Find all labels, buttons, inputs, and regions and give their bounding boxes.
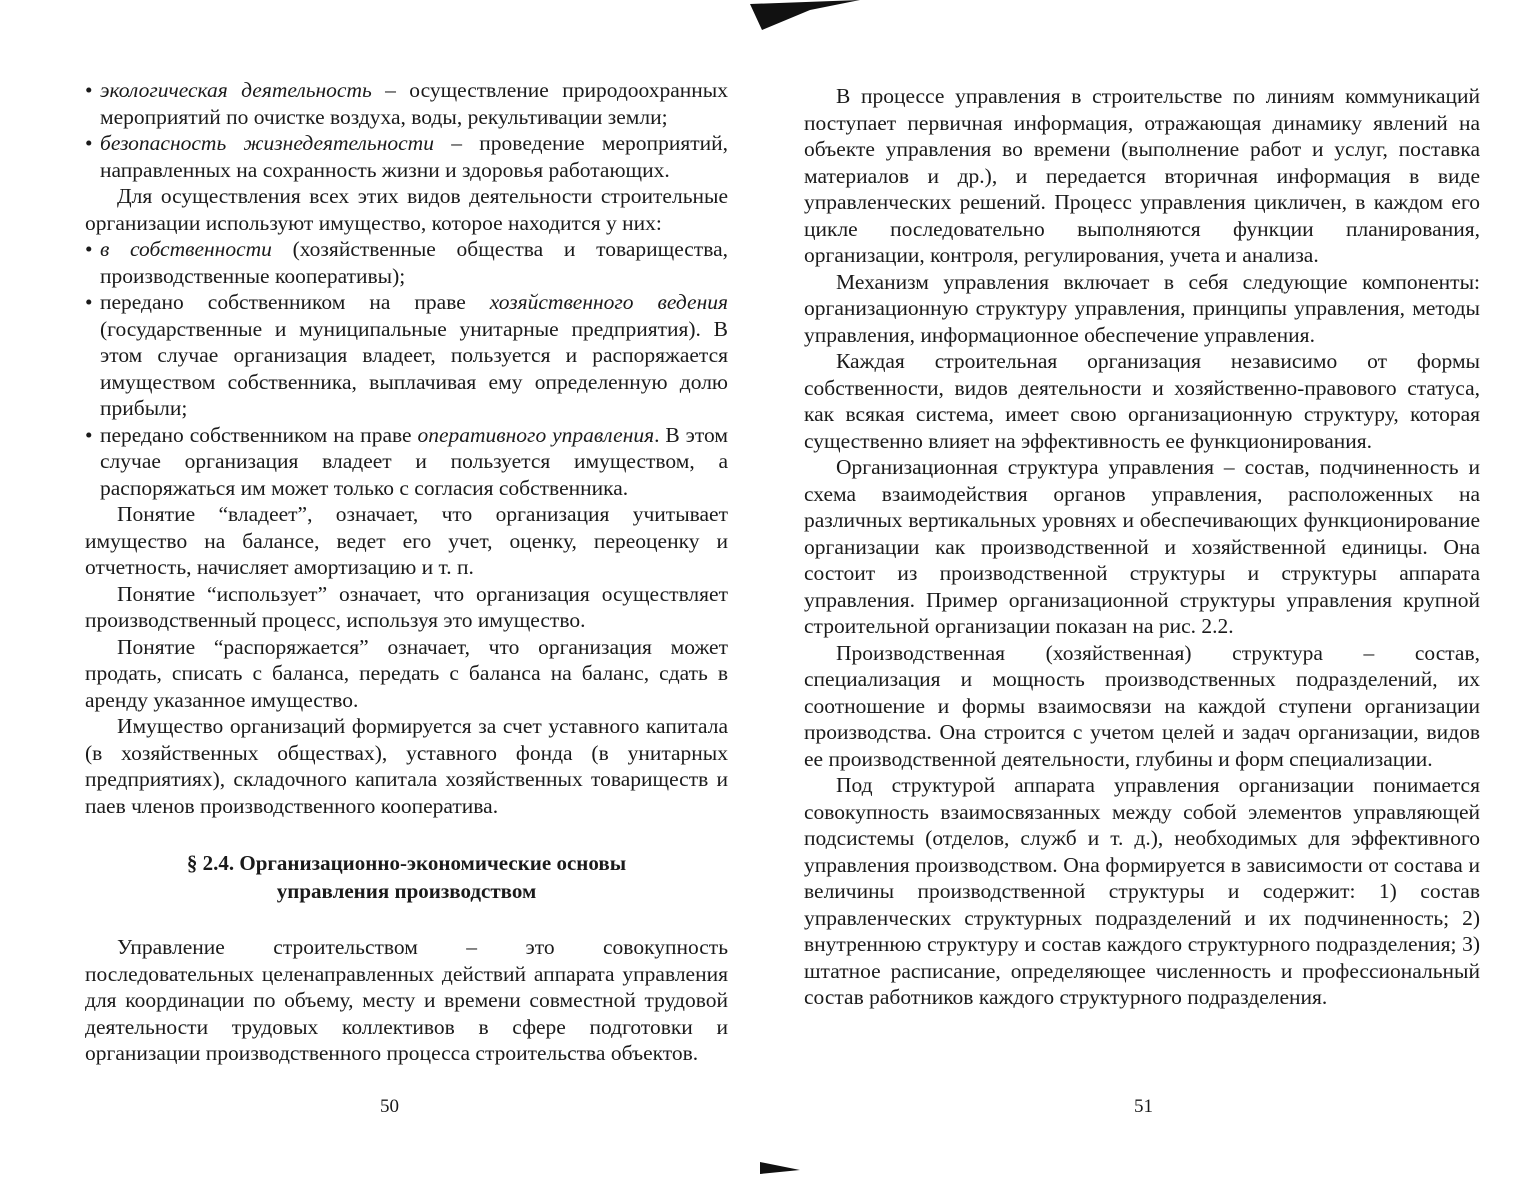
bullet-text: – проведение мероприятий, направленных на сохранность жизни и здоровья работающих. [100,131,728,182]
paragraph: Понятие “владеет”, означает, что организация учитывает имущество на балансе, ведет его учет, оценку, переоценку и отчетность, начисляет амортизацию и т. п. [85,502,728,579]
bullet-text: (хозяйственные общества и товарищества, производственные кооперативы); [100,237,728,288]
paragraph: Организационная структура управления – состав, подчиненность и схема взаимодействия органов управления, расположенных на различных вертикальных уровнях и обеспечивающих функционирование организации как производственной и хозяйственной единицы. Она состоит из производственной структуры и структуры аппарата управления. Пример организационной структуры управления крупной строительной организации показан на рис. 2.2. [804,455,1480,638]
bullet-text: . В этом случае организация владеет и пользуется имуществом, а распоряжаться им может только с согласия собственника. [100,422,728,500]
section-heading [85,849,728,905]
page-number: 51 [1134,1096,1153,1117]
section-heading-line: § 2.4. Организационно-экономические основы [186,851,627,875]
bullet-term: в собственности [100,237,272,261]
bullet-item [85,422,728,502]
scan-artifact-bottom [760,1160,800,1176]
paragraph: Управление строительством – это совокупность последовательных целенаправленных действий аппарата управления для координации по объему, месту и времени совместной трудовой деятельности трудовых коллективов в сфере подготовки и организации производственного процесса строительства объектов. [85,935,728,1065]
bullet-glyph: • [85,422,93,447]
paragraph: Понятие “распоряжается” означает, что организация может продать, списать с баланса, передать с баланса на баланс, сдать в аренду указанное имущество. [85,634,728,712]
paragraph: Понятие “использует” означает, что организация осуществляет производственный процесс, используя это имущество. [85,581,728,632]
bullet-glyph: • [85,131,93,155]
paragraph: В процессе управления в строительстве по линиям коммуникаций поступает первичная информация, отражающая динамику явлений на объекте управления во времени (выполнение работ и услуг, поставка материалов и др.), и передается вторичная информация в виде управленческих решений. Процесс управления цикличен, в каждом его цикле последовательно выполняются функции планирования, организации, контроля, регулирования, учета и анализа. [804,84,1480,267]
bullet-term: экологическая деятельность [100,78,372,102]
bullet-term: оперативного управления [417,422,655,447]
paragraph: Имущество организаций формируется за счет уставного капитала (в хозяйственных обществах), уставного фонда (в унитарных предприятиях), складочного капитала хозяйственных товариществ и паев членов производственного кооператива. [85,714,728,818]
bullet-term: безопасность жизнедеятельности [100,131,434,155]
paragraph: Механизм управления включает в себя следующие компоненты: организационную структуру управления, принципы управления, методы управления, информационное обеспечение управления. [804,269,1480,347]
bullet-text: (государственные и муниципальные унитарные предприятия). В этом случае организация владеет, пользуется и распоряжается имуществом собственника, выплачивая ему определенную долю прибыли; [100,316,728,420]
bullet-item [85,236,728,289]
paragraph: Для осуществления всех этих видов деятельности строительные организации используют имущество, которое находится у них: [85,184,728,235]
paragraph: Под структурой аппарата управления организации понимается совокупность взаимосвязанных между собой элементов управляющей подсистемы (отделов, служб и т. д.), необходимых для эффективного управления производством. Она формируется в зависимости от состава и величины производственной структуры и содержит: 1) состав управленческих структурных подразделений и их подчиненность; 2) внутреннюю структуру и состав каждого структурного подразделения; 3) штатное расписание, определяющее численность и профессиональный состав работников каждого структурного подразделения. [804,773,1480,1009]
bullet-text: – осуществление природоохранных мероприятий по очистке воздуха, воды, рекультивации земли; [100,78,729,129]
bullet-glyph: • [85,78,93,102]
bullet-item [85,130,728,183]
bullet-prefix: передано собственником на праве [100,290,490,314]
right-page [769,0,1538,1179]
bullet-prefix: передано собственником на праве [100,422,418,447]
page-number: 50 [380,1096,399,1117]
bullet-term: хозяйственного ведения [489,290,728,314]
bullet-item [85,289,728,422]
bullet-glyph: • [85,290,93,314]
paragraph: Производственная (хозяйственная) структура – состав, специализация и мощность производственных подразделений, их соотношение и формы взаимосвязи на каждой ступени организации производства. Она строится с учетом целей и задач организации, видов ее производственной деятельности, глубины и форм специализации. [804,640,1480,771]
section-heading-line: управления производством [276,879,537,903]
left-page-text [85,77,728,1067]
bullet-item [85,77,728,130]
right-page-text [804,83,1480,1011]
paragraph: Каждая строительная организация независимо от формы собственности, видов деятельности и хозяйственно-правового статуса, как всякая система, имеет свою организационную структуру, которая существенно влияет на эффективность ее функционирования. [804,349,1480,453]
bullet-glyph: • [85,237,93,261]
